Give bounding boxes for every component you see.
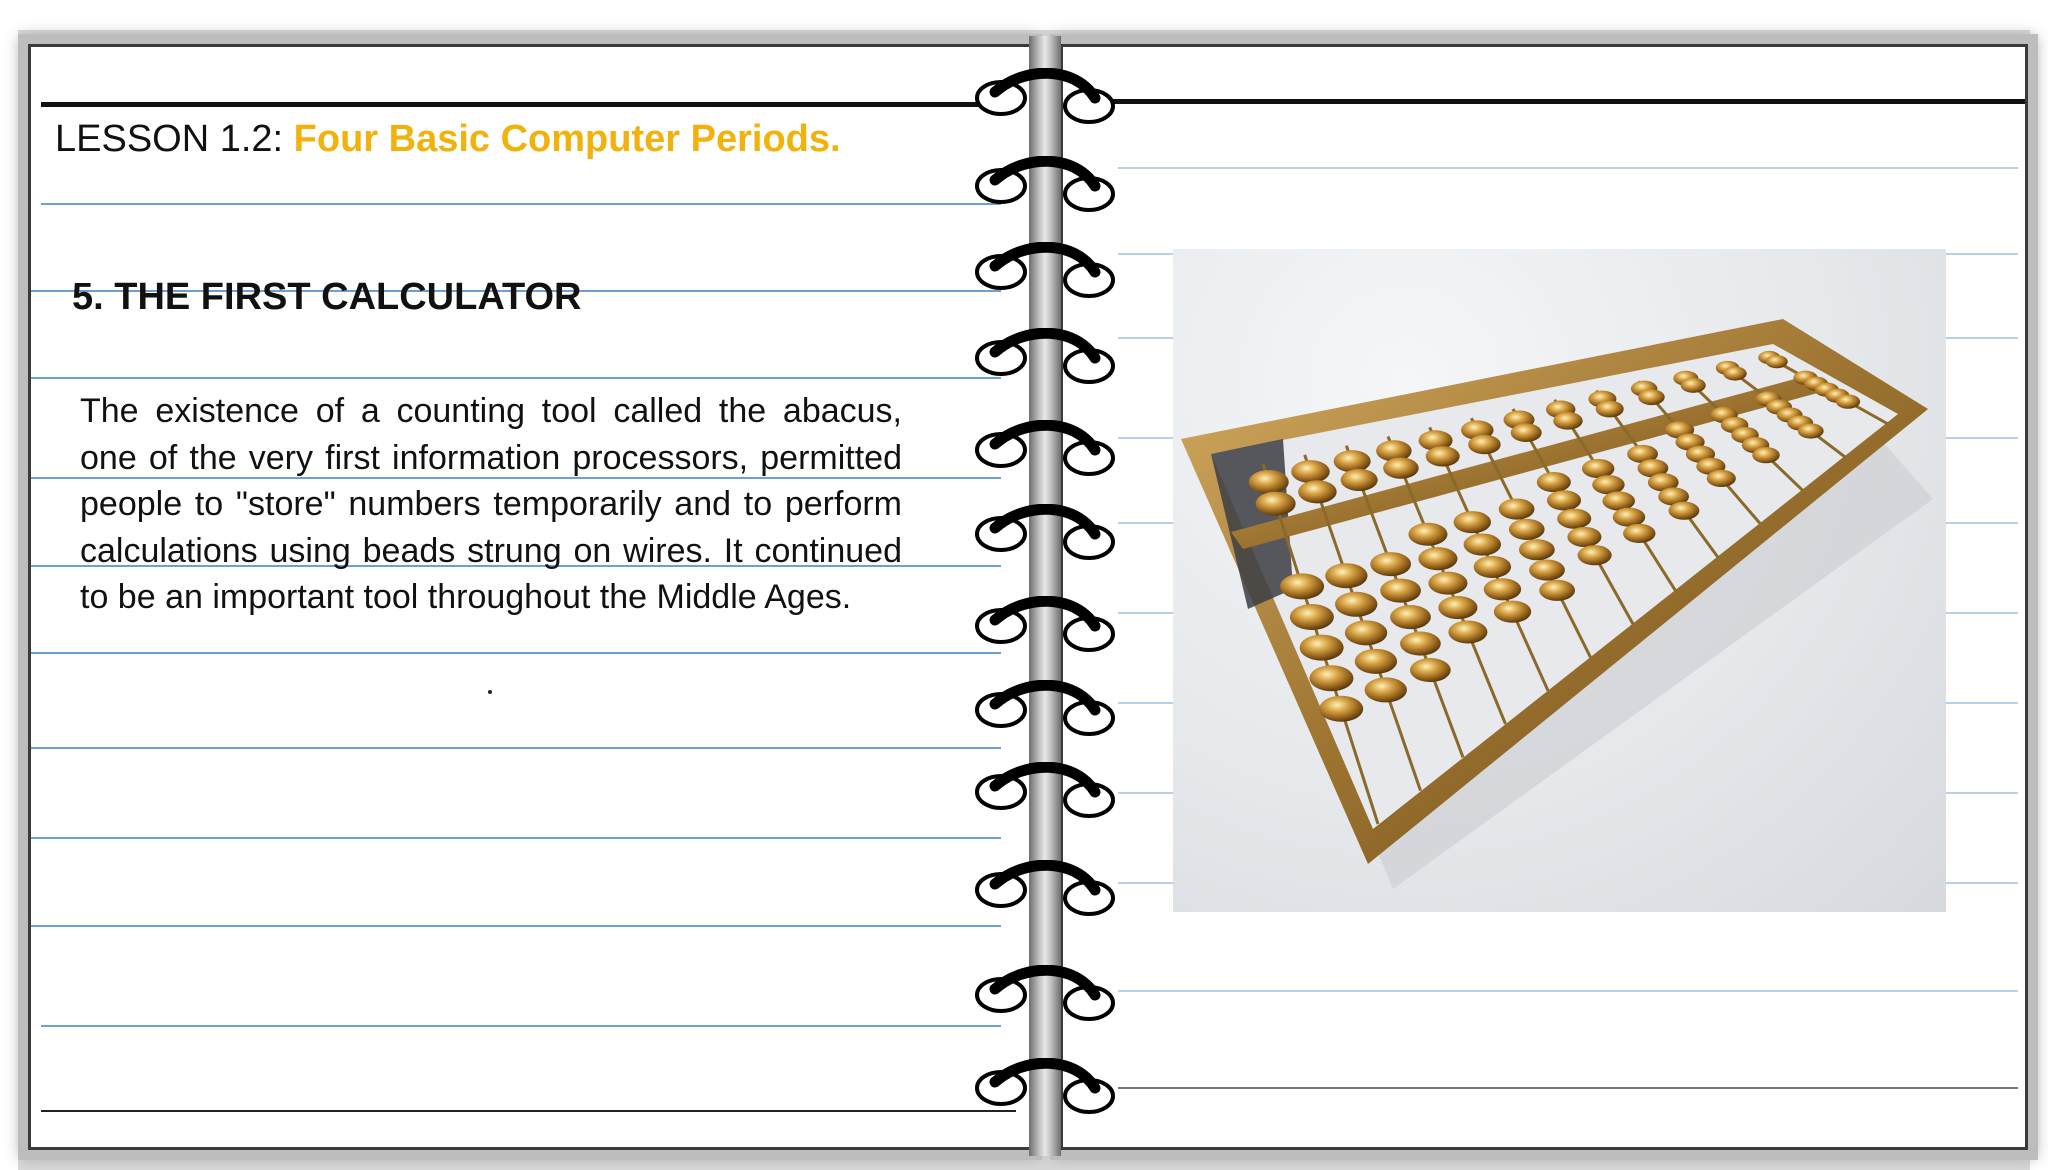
abacus-bead xyxy=(1578,545,1612,565)
spiral-ring-icon xyxy=(965,504,1125,574)
bottom-rule xyxy=(41,1110,1016,1112)
ruled-line xyxy=(1118,167,2018,169)
body-paragraph: The existence of a counting tool called the abacus, one of the very first information processors, permitted people to "store" numbers temporarily and to perform calculations using beads strung on wires. It continued to be an important tool throughout the Middle Ages. xyxy=(80,392,902,616)
abacus-bead xyxy=(1400,632,1441,656)
abacus-bead xyxy=(1547,490,1581,510)
abacus-bead xyxy=(1537,472,1571,492)
abacus-bead xyxy=(1410,658,1451,682)
section-heading: 5. THE FIRST CALCULATOR xyxy=(72,276,582,318)
spiral-ring-icon xyxy=(965,68,1125,138)
abacus-bead xyxy=(1390,605,1431,629)
abacus-bead xyxy=(1408,523,1447,546)
spiral-ring-icon xyxy=(965,965,1125,1035)
abacus-bead xyxy=(1836,394,1860,408)
abacus-bead xyxy=(1623,524,1655,543)
abacus-bead xyxy=(1298,480,1337,503)
spiral-ring-icon xyxy=(965,596,1125,666)
ruled-line xyxy=(31,377,1001,379)
abacus-bead xyxy=(1448,620,1487,643)
ruled-line xyxy=(1118,990,2018,992)
abacus-image xyxy=(1173,249,1946,912)
abacus-bead xyxy=(1519,539,1555,560)
ruled-line xyxy=(41,1025,1001,1027)
abacus-bead xyxy=(1291,460,1330,483)
lesson-title: Four Basic Computer Periods. xyxy=(293,118,841,160)
abacus-bead xyxy=(1290,604,1334,630)
abacus-bead xyxy=(1798,423,1824,438)
abacus-bead xyxy=(1723,366,1747,380)
abacus-bead xyxy=(1355,649,1397,674)
abacus-bead xyxy=(1509,519,1545,540)
abacus-bead xyxy=(1418,547,1457,570)
abacus-bead xyxy=(1567,527,1601,547)
ruled-line xyxy=(31,837,1001,839)
top-heavy-rule xyxy=(1103,99,2025,104)
abacus-bead xyxy=(1334,450,1371,472)
abacus-bead xyxy=(1426,446,1460,466)
bottom-rule xyxy=(1118,1087,2018,1089)
abacus-bead xyxy=(1669,502,1700,520)
lesson-prefix: LESSON 1.2: xyxy=(55,118,294,160)
abacus-bead xyxy=(1370,552,1411,576)
abacus-bead xyxy=(1766,355,1788,368)
spiral-ring-icon xyxy=(965,860,1125,930)
abacus-bead xyxy=(1681,378,1706,393)
abacus-bead xyxy=(1249,470,1289,494)
abacus-bead xyxy=(1596,401,1624,418)
spiral-ring-icon xyxy=(965,420,1125,490)
abacus-bead xyxy=(1468,435,1501,455)
lesson-header xyxy=(55,118,841,161)
abacus-bead xyxy=(1707,470,1736,487)
abacus-bead xyxy=(1309,665,1353,691)
spiral-ring-icon xyxy=(965,156,1125,226)
abacus-bead xyxy=(1383,457,1419,478)
abacus-bead xyxy=(1539,580,1575,601)
spiral-ring-icon xyxy=(965,1058,1125,1128)
spiral-ring-icon xyxy=(965,762,1125,832)
abacus-bead xyxy=(1494,601,1531,623)
abacus-bead xyxy=(1464,533,1501,555)
abacus-bead xyxy=(1484,578,1521,600)
abacus-bead xyxy=(1341,469,1378,491)
spiral-ring-icon xyxy=(965,680,1125,750)
abacus-bead xyxy=(1428,572,1467,595)
ruled-line xyxy=(31,652,1001,654)
abacus-bead xyxy=(1325,563,1367,588)
abacus-bead xyxy=(1454,511,1491,533)
spiral-ring-icon xyxy=(965,242,1125,312)
abacus-bead xyxy=(1474,556,1511,578)
abacus-bead xyxy=(1335,592,1377,617)
ruled-line xyxy=(31,747,1001,749)
spiral-ring-icon xyxy=(965,328,1125,398)
abacus-bead xyxy=(1380,579,1421,603)
abacus-bead xyxy=(1256,492,1296,516)
abacus-bead xyxy=(1553,412,1583,430)
abacus-bead xyxy=(1529,559,1565,580)
abacus-bead xyxy=(1638,389,1665,405)
abacus-illustration xyxy=(1173,249,1946,912)
abacus-bead xyxy=(1280,573,1324,599)
abacus-bead xyxy=(1438,596,1477,619)
abacus-bead xyxy=(1557,509,1591,529)
abacus-bead xyxy=(1752,447,1780,463)
abacus-bead xyxy=(1511,423,1542,442)
ruled-line xyxy=(41,203,1001,205)
ruled-line xyxy=(31,925,1001,927)
abacus-bead xyxy=(1319,696,1363,722)
abacus-bead xyxy=(1365,677,1407,702)
stray-dot xyxy=(488,690,492,694)
abacus-bead xyxy=(1499,498,1535,519)
abacus-bead xyxy=(1345,620,1387,645)
top-heavy-rule xyxy=(41,102,1016,107)
abacus-bead xyxy=(1300,635,1344,661)
